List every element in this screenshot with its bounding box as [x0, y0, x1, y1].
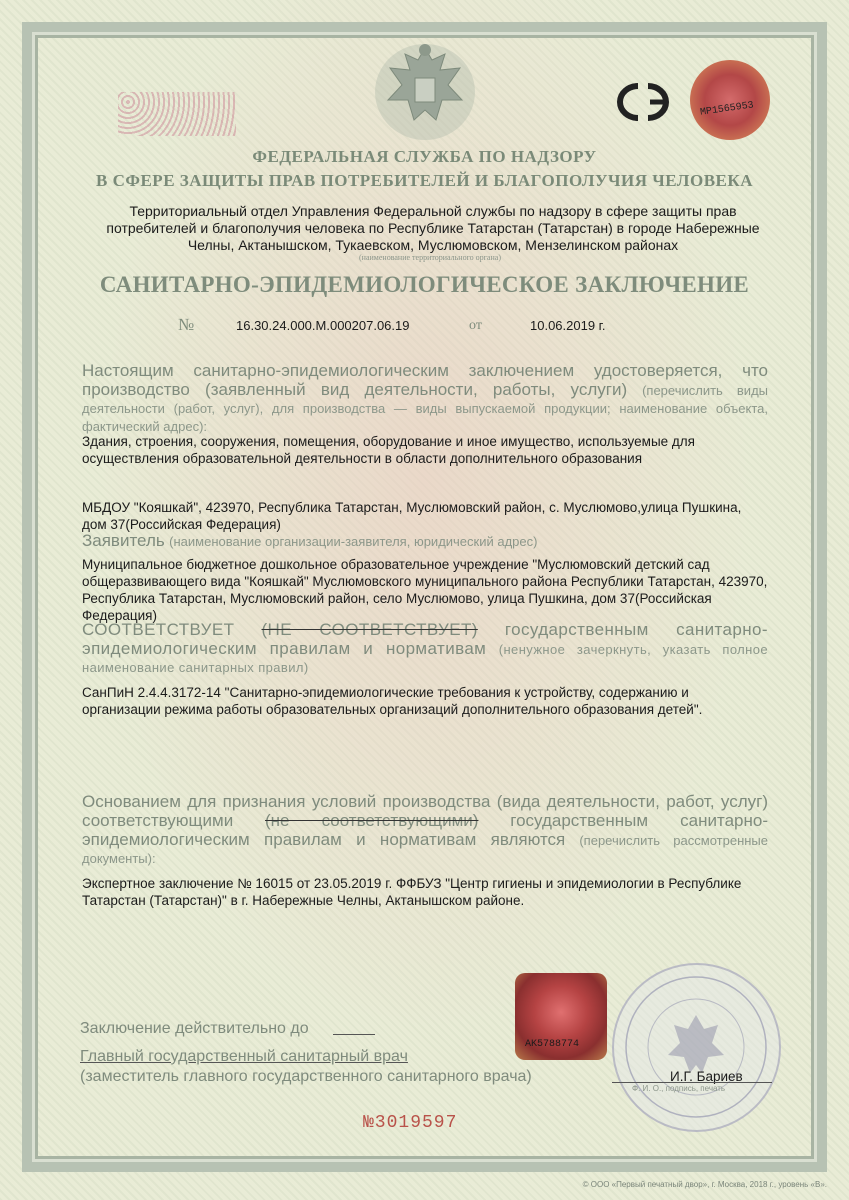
conformity-struck: (НЕ СООТВЕТСТВУЕТ) — [261, 620, 478, 639]
department-caption: (наименование территориального органа) — [359, 253, 501, 262]
applicant-label: Заявитель — [82, 531, 165, 550]
agency-title-line1: ФЕДЕРАЛЬНАЯ СЛУЖБА ПО НАДЗОРУ — [252, 147, 597, 166]
signatory-name: И.Г. Бариев — [670, 1069, 743, 1084]
hologram-sticker-bottom — [515, 973, 607, 1060]
printer-footer: © ООО «Первый печатный двор», г. Москва, 2018 г., уровень «В». — [582, 1180, 827, 1189]
basis-struck: (не соответствующими) — [265, 811, 479, 830]
signatory-deputy: (заместитель главного государственного санитарного врача) — [80, 1068, 532, 1085]
conformity-note: (ненужное зачеркнуть, указать полное наименование санитарных правил) — [82, 642, 768, 675]
territorial-department: Территориальный отдел Управления Федеральной службы по надзору в сфере защиты прав потребителей и благополучия человека по Республике Татарстан (Татарстан) в городе Набережные Челны, Актанышском, Тукаевском, Муслюмовском, Мензелинском районах — [106, 203, 760, 253]
conformity-rest: государственным санитарно-эпидемиологическим правилам и нормативам — [82, 620, 768, 658]
basis-note: (перечислить рассмотренные документы): — [82, 833, 768, 866]
basis-documents: Экспертное заключение № 16015 от 23.05.2019 г. ФФБУЗ "Центр гигиены и эпидемиологии в Республике Татарстан (Татарстан)" в г. Набережные Челны, Актанышском районе. — [82, 876, 742, 908]
document-number: 16.30.24.000.М.000207.06.19 — [236, 318, 410, 333]
object-address: МБДОУ "Кояшкай", 423970, Республика Татарстан, Муслюмовский район, с. Муслюмово,улица Пушкина, дом 37(Российская Федерация) — [82, 500, 742, 532]
document-title: САНИТАРНО-ЭПИДЕМИОЛОГИЧЕСКОЕ ЗАКЛЮЧЕНИЕ — [99, 272, 750, 297]
document-date: 10.06.2019 г. — [530, 318, 606, 333]
signatory-role: Главный государственный санитарный врач — [80, 1048, 408, 1065]
agency-title-line2: В СФЕРЕ ЗАЩИТЫ ПРАВ ПОТРЕБИТЕЛЕЙ И БЛАГОПОЛУЧИЯ ЧЕЛОВЕКА — [96, 171, 753, 190]
fio-caption: Ф. И. О., подпись, печать — [632, 1084, 726, 1093]
sanitary-rules: СанПиН 2.4.4.3172-14 "Санитарно-эпидемиологические требования к устройству, содержанию и организации режима работы образовательных организаций дополнительного образования детей". — [82, 685, 703, 717]
basis-lead2: государственным санитарно-эпидемиологическим правилам и нормативам являются — [82, 811, 768, 849]
conformity-word: СООТВЕТСТВУЕТ — [82, 620, 235, 639]
coat-of-arms-emblem — [370, 30, 480, 145]
basis-paragraph — [82, 793, 768, 868]
certify-lead-note: (перечислить виды деятельности (работ, услуг), для производства — виды выпускаемой продукции; наименование объекта, фактический адрес): — [82, 383, 769, 434]
basis-lead1: Основанием для признания условий производства (вида деятельности, работ, услуг) соответствующими — [82, 792, 768, 830]
certify-paragraph — [82, 362, 768, 436]
signature-line — [612, 1082, 772, 1083]
conformity-paragraph — [82, 621, 768, 677]
validity-date-line — [333, 1034, 375, 1035]
guilloche-pattern — [118, 92, 236, 136]
validity-label: Заключение действительно до — [80, 1020, 309, 1037]
blank-serial-number: №3019597 — [363, 1113, 458, 1133]
activity-description: Здания, строения, сооружения, помещения, оборудование и иное имущество, используемые для осуществления образовательной деятельности в области дополнительного образования — [82, 434, 695, 466]
official-stamp — [612, 963, 781, 1132]
applicant-name: Муниципальное бюджетное дошкольное образовательное учреждение "Муслюмовский детский сад общеразвивающего вида "Кояшкай" Муслюмовского муниципального района Республики Татарстан, 423970, Республика Татарстан, Муслюмовский район, село Муслюмово, улица Пушкина, дом 37(Российская Федерация) — [82, 557, 768, 623]
stamp-emblem-icon — [614, 965, 779, 1130]
applicant-note: (наименование организации-заявителя, юридический адрес) — [169, 534, 538, 549]
number-label: № — [178, 315, 195, 334]
hologram-code-top: MP1565953 — [699, 100, 755, 119]
hologram-code-bottom: AK5788774 — [525, 1039, 580, 1050]
certify-lead: Настоящим санитарно-эпидемиологическим заключением удостоверяется, что производство (заявленный вид деятельности, работы, услуги) — [82, 361, 768, 399]
applicant-heading — [82, 532, 768, 551]
hologram-seal-top — [690, 60, 770, 140]
se-mark-logo — [604, 76, 682, 128]
date-label: от — [469, 318, 482, 333]
